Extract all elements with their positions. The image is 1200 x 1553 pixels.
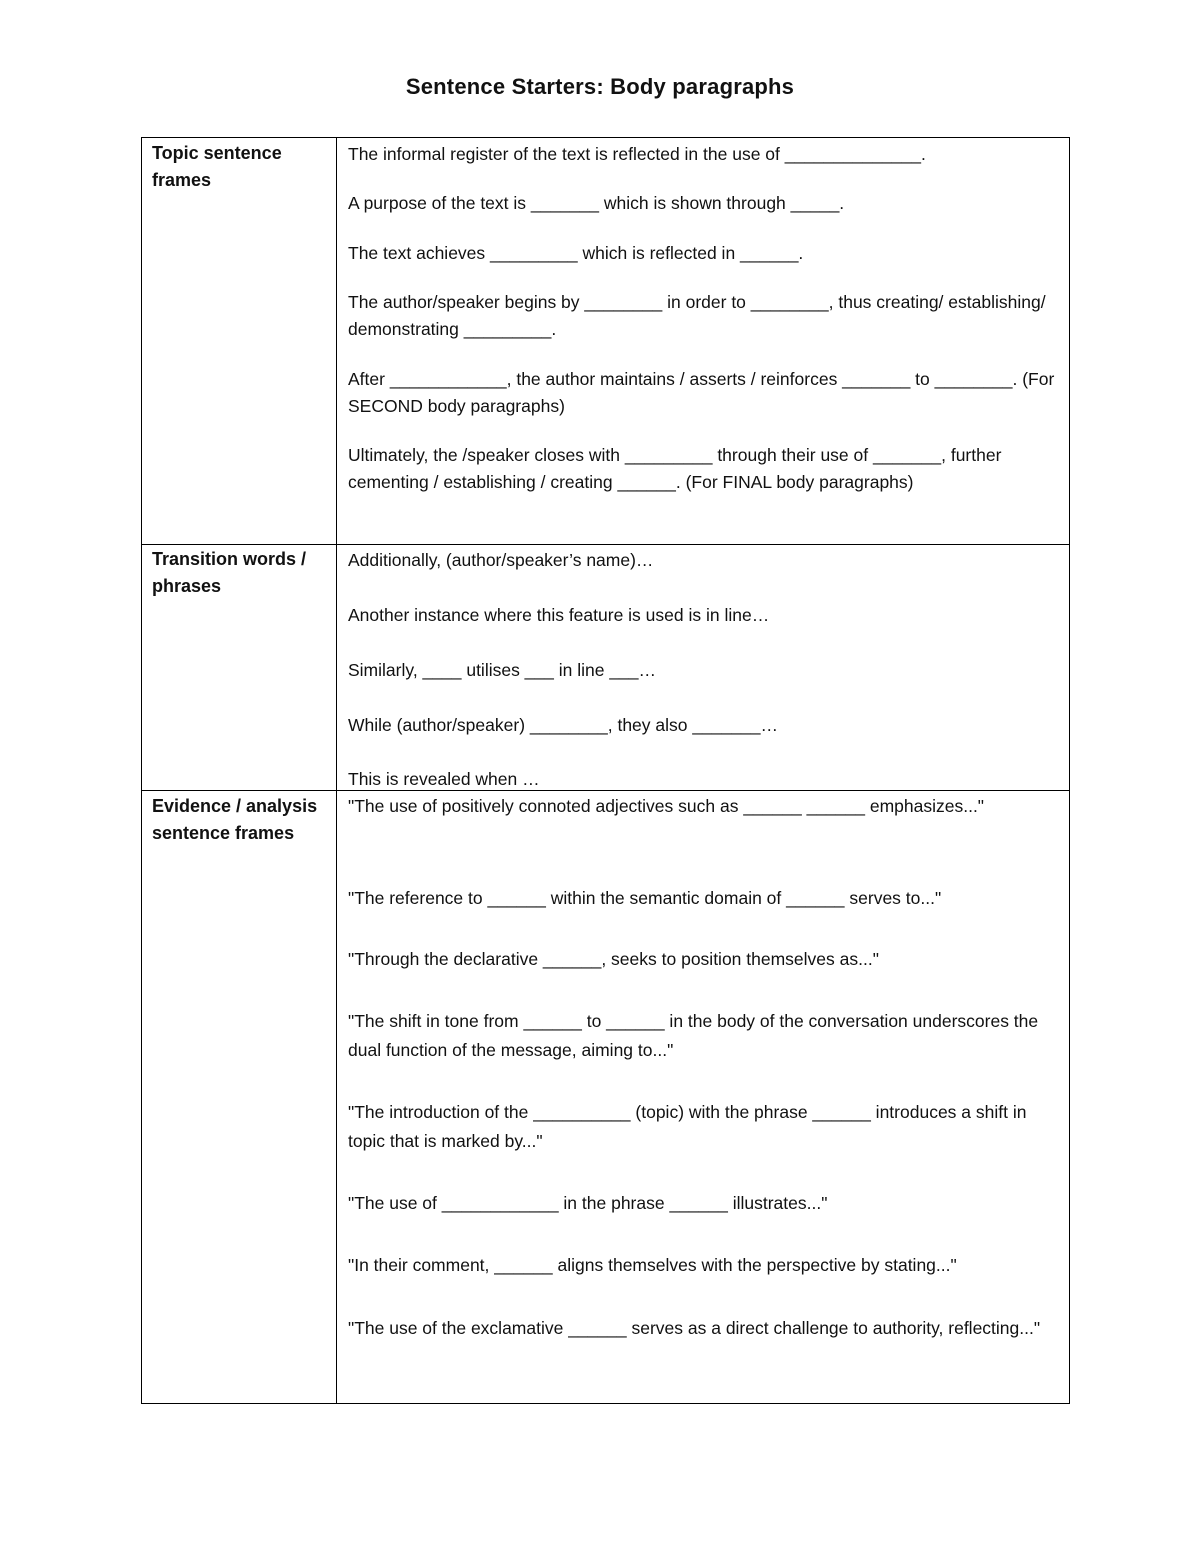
transition-4: While (author/speaker) ________, they also _______… [348, 715, 778, 735]
transition-5: This is revealed when … [348, 769, 540, 789]
row-label-evidence-analysis: Evidence / analysis sentence frames [152, 796, 318, 843]
evidence-frame-6: "The use of ____________ in the phrase ______ illustrates..." [348, 1193, 828, 1213]
topic-frame-3: The text achieves _________ which is reflected in ______. [348, 243, 804, 263]
topic-frame-6: Ultimately, the /speaker closes with _________ through their use of _______, further cementing / establishing / creating ______. (For FINAL body paragraphs) [348, 445, 1007, 492]
page-title: Sentence Starters: Body paragraphs [405, 74, 795, 99]
evidence-frame-4: "The shift in tone from ______ to ______ in the body of the conversation underscores the dual function of the message, aiming to..." [348, 1011, 1044, 1060]
row-label-transition-words: Transition words / phrases [152, 549, 307, 596]
evidence-frame-7: "In their comment, ______ aligns themselves with the perspective by stating..." [348, 1255, 957, 1275]
column-divider [336, 138, 337, 1403]
topic-frame-4: The author/speaker begins by ________ in order to ________, thus creating/ establishing/ demonstrating _________. [348, 292, 1051, 339]
transition-3: Similarly, ____ utilises ___ in line ___… [348, 660, 657, 680]
sentence-starters-table [141, 137, 1070, 1404]
topic-frame-2: A purpose of the text is _______ which is shown through _____. [348, 193, 845, 213]
evidence-frame-1: "The use of positively connoted adjectives such as ______ ______ emphasizes..." [348, 796, 985, 816]
evidence-frame-5: "The introduction of the __________ (topic) with the phrase ______ introduces a shift in topic that is marked by..." [348, 1102, 1032, 1151]
row-label-topic-sentence-frames: Topic sentence frames [152, 143, 282, 190]
row-divider [142, 544, 1069, 545]
evidence-frame-8: "The use of the exclamative ______ serves as a direct challenge to authority, reflecting..." [348, 1318, 1041, 1338]
topic-frame-5: After ____________, the author maintains / asserts / reinforces _______ to ________. (For SECOND body paragraphs) [348, 369, 1060, 416]
transition-1: Additionally, (author/speaker’s name)… [348, 550, 654, 570]
evidence-frame-2: "The reference to ______ within the semantic domain of ______ serves to..." [348, 888, 942, 908]
evidence-frame-3: "Through the declarative ______, seeks to position themselves as..." [348, 949, 879, 969]
transition-2: Another instance where this feature is used is in line… [348, 605, 770, 625]
topic-frame-1: The informal register of the text is reflected in the use of ______________. [348, 144, 926, 164]
